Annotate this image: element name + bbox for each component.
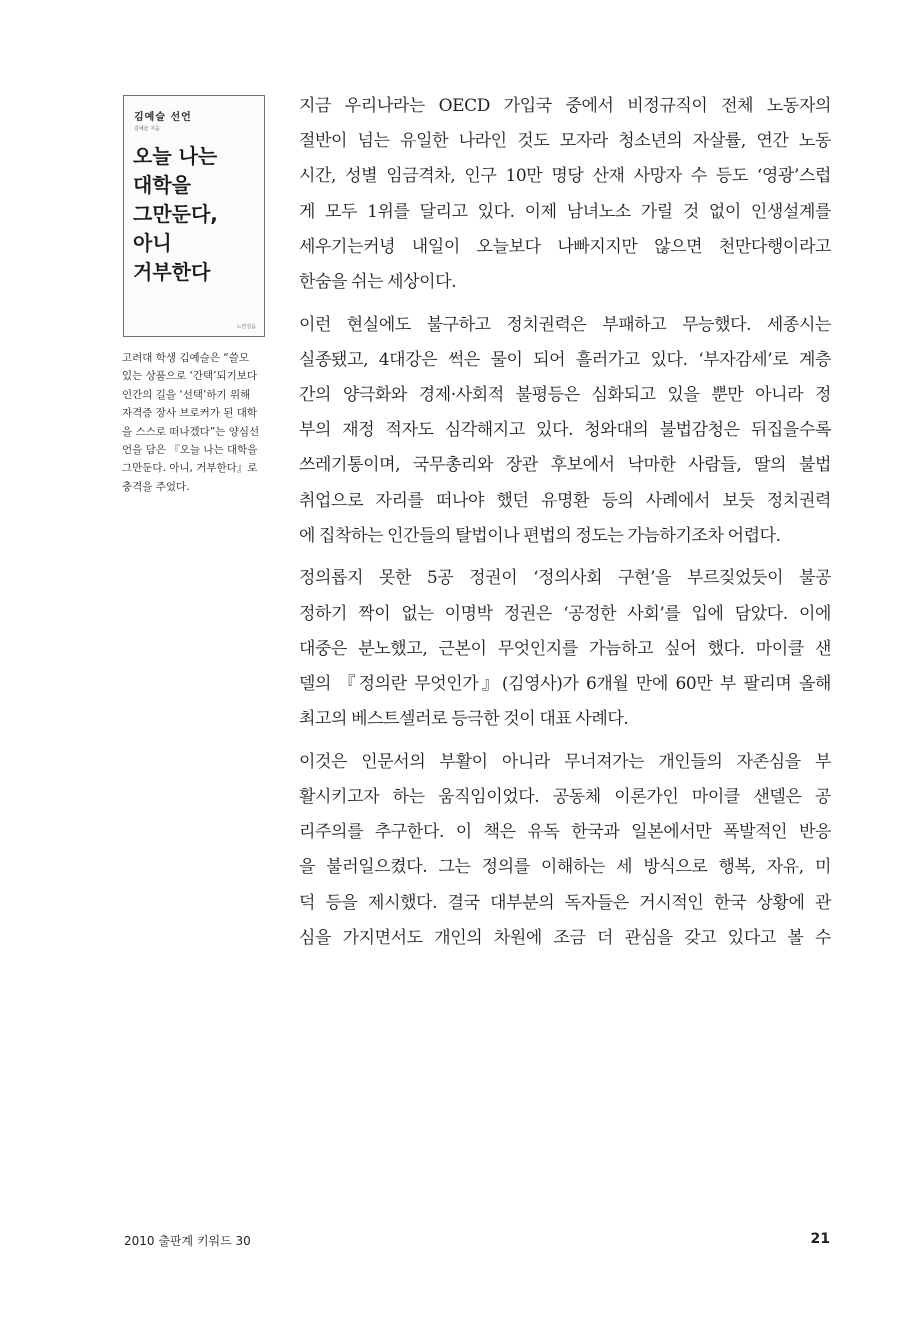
caption-line: 자격증 장사 브로커가 된 대학 xyxy=(122,407,258,420)
caption-line: 을 스스로 떠나겠다”는 양심선 xyxy=(122,425,260,438)
text-line: 시간, 성별 임금격차, 인구 10만 명당 산재 사망자 수 등도 ‘영광’스럽 xyxy=(299,166,831,187)
caption-line: 고려대 학생 김예슬은 “쓸모 xyxy=(122,352,250,364)
text-line: 활시키고자 하는 움직임이었다. 공동체 이론가인 마이클 샌델은 공 xyxy=(299,787,831,808)
text-line: 에 집착하는 인간들의 탈법이나 편법의 정도는 가늠하기조차 어렵다. xyxy=(299,525,781,546)
cover-publisher: 느린걸음 xyxy=(236,324,256,330)
text-line: 게 모두 1위를 달리고 있다. 이제 남녀노소 가릴 것 없이 인생설계를 xyxy=(299,201,831,222)
text-line: 실종됐고, 4대강은 썩은 물이 되어 흘러가고 있다. ‘부자감세’로 계층 xyxy=(299,349,831,370)
paragraph xyxy=(299,745,831,956)
text-line: 이런 현실에도 불구하고 정치권력은 부패하고 무능했다. 세종시는 xyxy=(299,314,831,335)
page-number: 21 xyxy=(810,1231,830,1247)
paragraph xyxy=(299,89,831,300)
text-line: 이것은 인문서의 부활이 아니라 무너져가는 개인들의 자존심을 부 xyxy=(299,751,831,772)
text-line: 쓰레기통이며, 국무총리와 장관 후보에서 낙마한 사람들, 딸의 불법 xyxy=(299,455,831,476)
paragraph xyxy=(299,308,831,554)
text-line: 심을 가지면서도 개인의 차원에 조금 더 관심을 갖고 있다고 볼 수 xyxy=(299,927,831,948)
text-line: 대중은 분노했고, 근본이 무엇인지를 가늠하고 싶어 했다. 마이클 샌 xyxy=(299,638,831,659)
cover-title-line: 거부한다 xyxy=(133,260,211,284)
cover-author: 김예슬 선언 xyxy=(134,112,192,123)
text-line: 절반이 넘는 유일한 나라인 것도 모자라 청소년의 자살률, 연간 노동 xyxy=(299,131,831,152)
text-line: 최고의 베스트셀러로 등극한 것이 대표 사례다. xyxy=(299,709,629,730)
caption-line: 언을 담은 『오늘 나는 대학을 xyxy=(122,444,258,457)
text-line: 을 불러일으켰다. 그는 정의를 이해하는 세 방식으로 행복, 자유, 미 xyxy=(299,857,831,878)
text-line: 정의롭지 못한 5공 정권이 ‘정의사회 구현’을 부르짖었듯이 불공 xyxy=(299,568,831,589)
text-line: 리주의를 추구한다. 이 책은 유독 한국과 일본에서만 폭발적인 반응 xyxy=(299,822,831,843)
text-line: 간의 양극화와 경제·사회적 불평등은 심화되고 있을 뿐만 아니라 정 xyxy=(299,385,831,405)
paragraph-gap xyxy=(299,554,831,562)
cover-title-line: 대학을 xyxy=(133,173,191,197)
paragraph-gap xyxy=(299,737,831,745)
text-line: 취업으로 자리를 떠나야 했던 유명환 등의 사례에서 보듯 정치권력 xyxy=(299,490,831,511)
cover-title-line: 아니 xyxy=(133,231,172,255)
paragraph-gap xyxy=(299,300,831,308)
text-line: 부의 재정 적자도 심각해지고 있다. 청와대의 불법감청은 뒤집을수록 xyxy=(299,420,831,441)
caption-line: 인간의 길을 ‘선택’하기 위해 xyxy=(122,388,251,401)
article-body xyxy=(299,89,831,956)
text-line: 세우기는커녕 내일이 오늘보다 나빠지지만 않으면 천만다행이라고 xyxy=(299,236,831,257)
text-line: 덕 등을 제시했다. 결국 대부분의 독자들은 거시적인 한국 상황에 관 xyxy=(299,892,831,913)
text-line: 한숨을 쉬는 세상이다. xyxy=(299,271,457,292)
cover-title-line: 그만둔다, xyxy=(133,202,218,226)
caption-line: 그만둔다. 아니, 거부한다』로 xyxy=(122,462,258,475)
cover-title xyxy=(133,142,261,287)
text-line: 델의 『정의란 무엇인가』(김영사)가 6개월 만에 60만 부 팔리며 올해 xyxy=(299,674,831,694)
cover-subauthor: 김예슬 지음 xyxy=(134,126,160,132)
cover-caption xyxy=(122,349,272,496)
running-footer: 2010 출판계 키워드 30 xyxy=(124,1234,251,1248)
caption-line: 충격을 주었다. xyxy=(122,480,190,493)
book-cover-image xyxy=(123,95,265,337)
caption-line: 있는 상품으로 ‘간택’되기보다 xyxy=(122,370,258,383)
paragraph xyxy=(299,561,831,737)
text-line: 정하기 짝이 없는 이명박 정권은 ‘공정한 사회’를 입에 담았다. 이에 xyxy=(299,603,831,624)
text-line: 지금 우리나라는 OECD 가입국 중에서 비정규직이 전체 노동자의 xyxy=(299,96,831,116)
cover-title-line: 오늘 나는 xyxy=(133,144,218,168)
